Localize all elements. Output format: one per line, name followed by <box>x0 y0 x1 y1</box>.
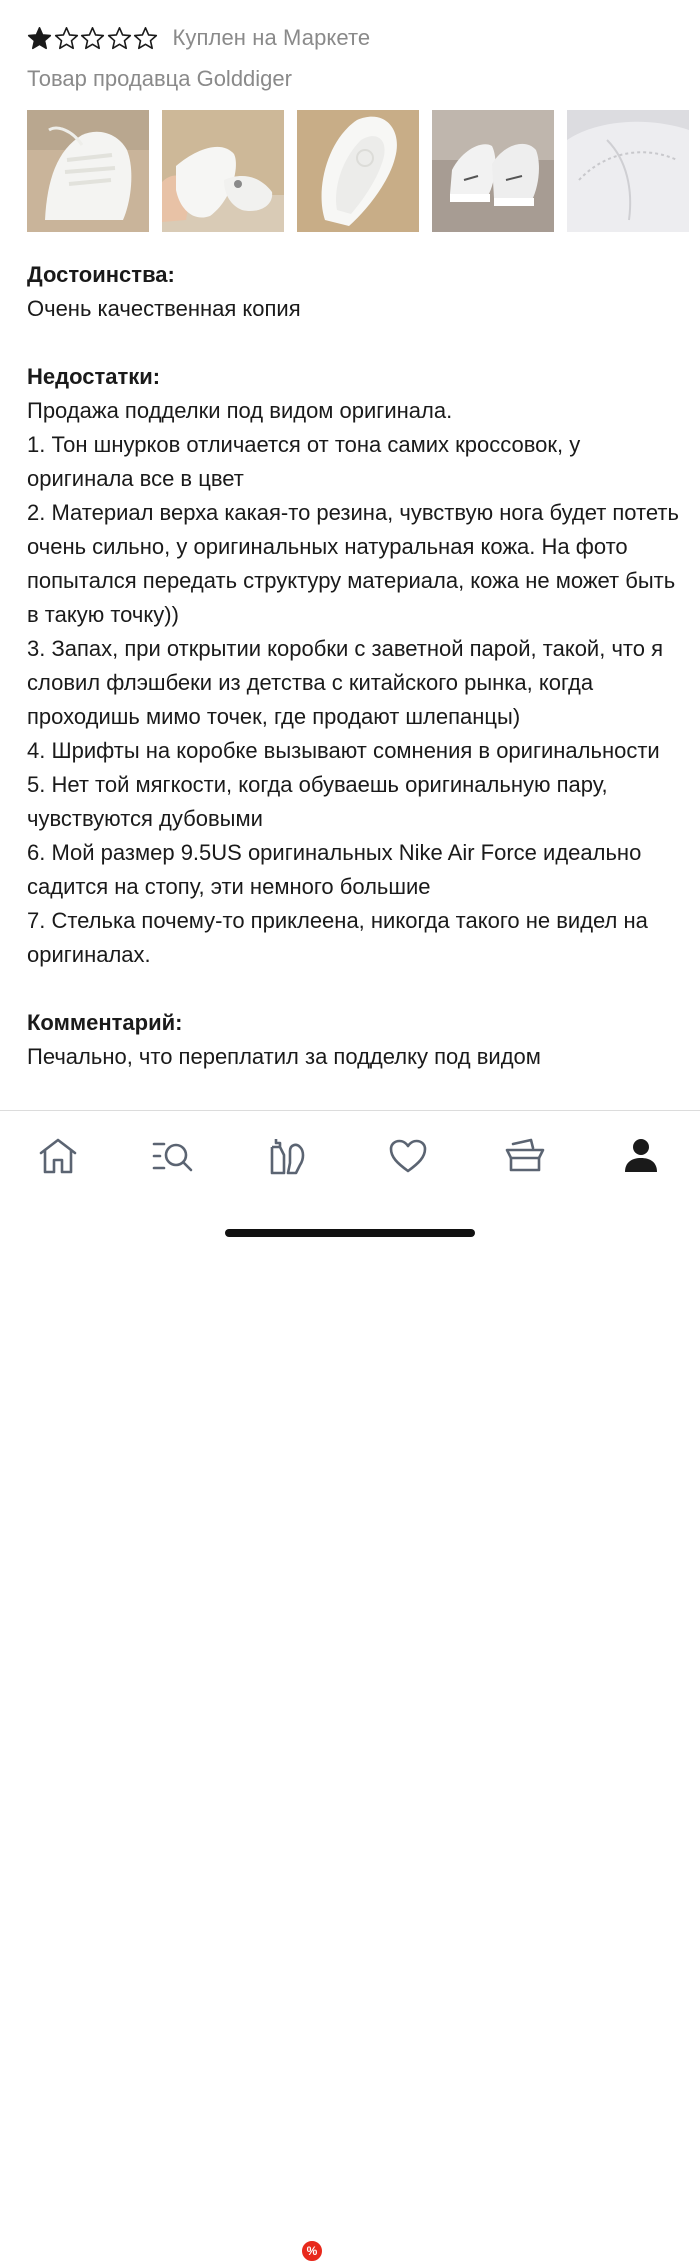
cons-line: 4. Шрифты на коробке вызывают сомнения в оригинальности <box>27 738 660 763</box>
discounts-icon <box>266 1135 312 1177</box>
comment-title: Комментарий: <box>27 1010 183 1035</box>
review-photos[interactable] <box>27 110 700 232</box>
cons-title: Недостатки: <box>27 364 161 389</box>
seller-label[interactable]: Товар продавца Golddiger <box>27 66 292 91</box>
star-filled-icon <box>27 26 52 51</box>
star-empty-icon <box>107 26 132 51</box>
tab-discounts[interactable] <box>264 1131 314 1181</box>
cons-line: 2. Материал верха какая-то резина, чувствую нога будет потеть очень сильно, у оригинальных натуральная кожа. На фото попытался передать структуру материала, кожа не может быть в такую точку)) <box>27 500 679 627</box>
review-photo-1[interactable] <box>27 110 149 232</box>
tab-favorites[interactable] <box>383 1131 433 1181</box>
star-empty-icon <box>54 26 79 51</box>
review-photo-5[interactable] <box>567 110 689 232</box>
pros-title: Достоинства: <box>27 262 175 287</box>
cons-line: 3. Запах, при открытии коробки с заветной парой, такой, что я словил флэшбеки из детства с китайского рынка, когда проходишь мимо точек, где продают шлепанцы) <box>27 636 663 729</box>
heart-icon <box>387 1137 429 1175</box>
tab-catalog[interactable] <box>148 1131 198 1181</box>
review-card <box>27 22 677 96</box>
cons-line: 6. Мой размер 9.5US оригинальных Nike Air Force идеально садится на стопу, эти немного большие <box>27 840 642 899</box>
star-rating <box>27 26 160 51</box>
bought-on-market-label: Куплен на Маркете <box>172 25 371 50</box>
home-icon <box>37 1136 79 1176</box>
review-photo-4[interactable] <box>432 110 554 232</box>
review-photo-3[interactable] <box>297 110 419 232</box>
star-empty-icon <box>80 26 105 51</box>
comment-text: Печально, что переплатил за подделку под видом <box>27 1044 541 1069</box>
discount-badge: % <box>300 2239 324 2263</box>
review-photo-2[interactable] <box>162 110 284 232</box>
home-indicator[interactable] <box>225 1229 475 1237</box>
cons-line: Продажа подделки под видом оригинала. <box>27 398 453 423</box>
tab-cart[interactable] <box>500 1131 550 1181</box>
tab-profile[interactable] <box>616 1131 666 1181</box>
cart-icon <box>503 1136 547 1176</box>
tab-home[interactable] <box>33 1131 83 1181</box>
review-body <box>27 258 682 1074</box>
pros-text: Очень качественная копия <box>27 296 301 321</box>
cons-line: 5. Нет той мягкости, когда обуваешь оригинальную пару, чувствуются дубовыми <box>27 772 608 831</box>
cons-list <box>27 394 682 972</box>
catalog-search-icon <box>150 1136 196 1176</box>
cons-line: 1. Тон шнурков отличается от тона самих кроссовок, у оригинала все в цвет <box>27 432 581 491</box>
star-empty-icon <box>133 26 158 51</box>
cons-line: 7. Стелька почему-то приклеена, никогда такого не видел на оригиналах. <box>27 908 648 967</box>
rating-row <box>27 22 677 54</box>
profile-icon <box>621 1136 661 1176</box>
